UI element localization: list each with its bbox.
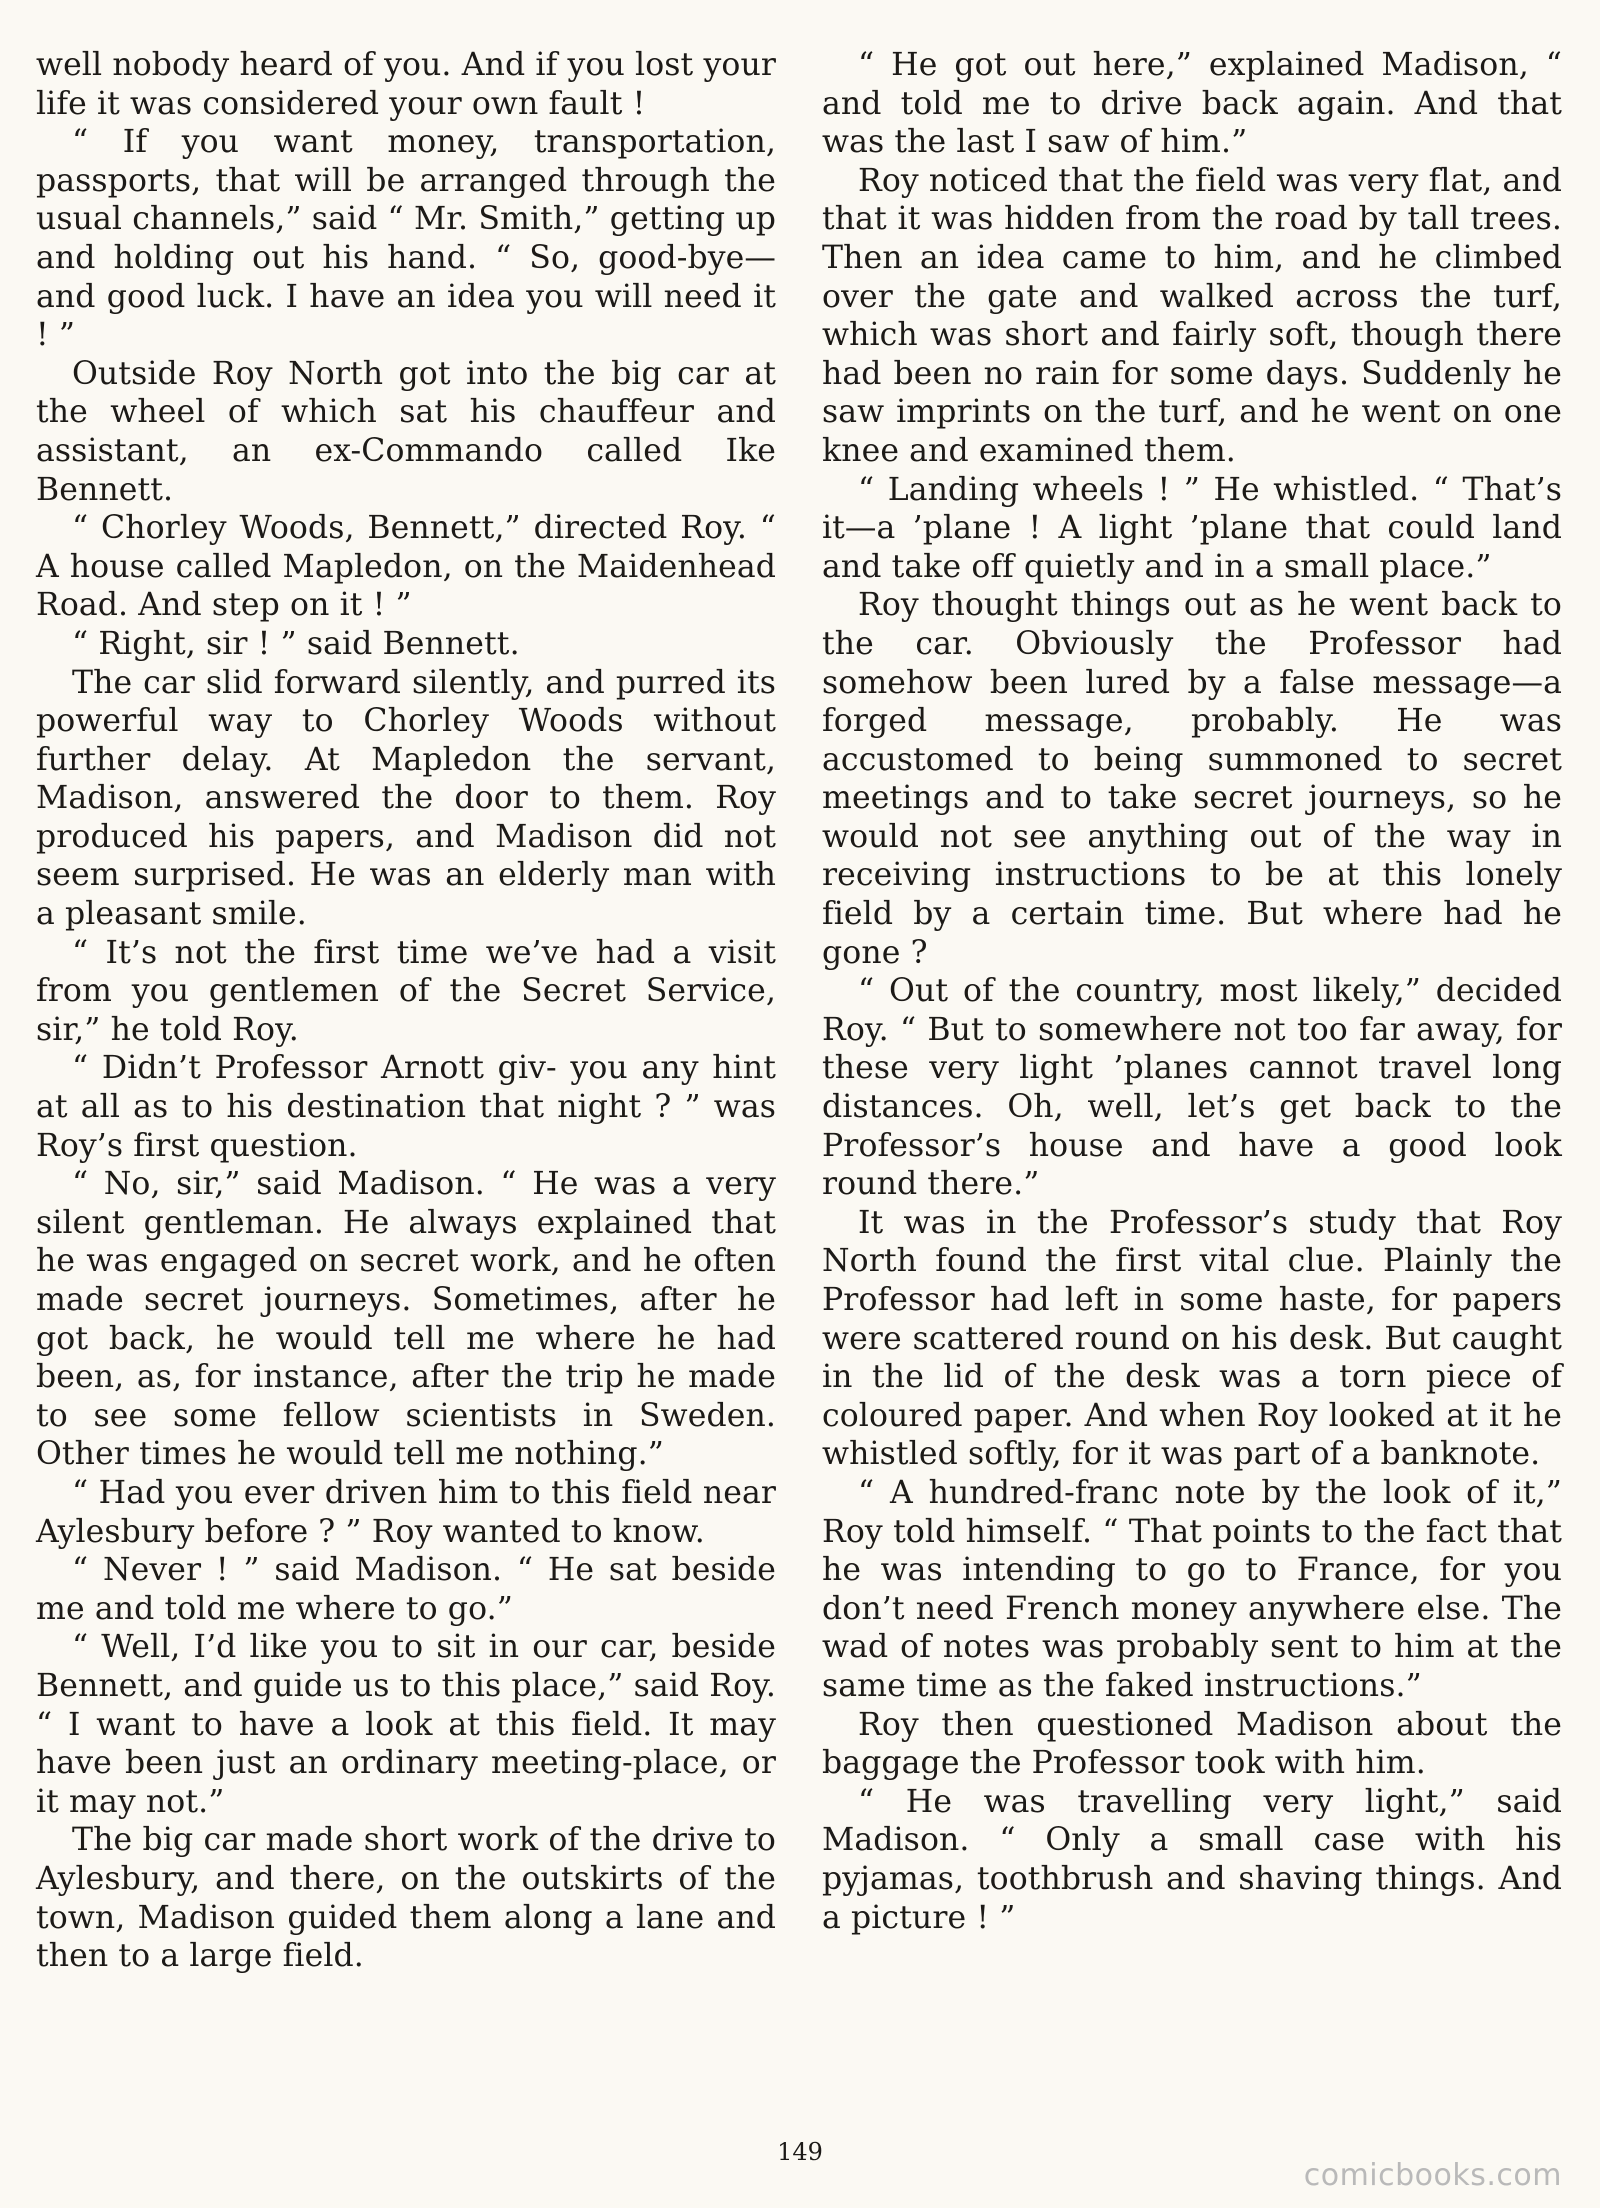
paragraph: “ Never ! ” said Madison. “ He sat beside me and told me where to go.” xyxy=(36,1552,776,1627)
paragraph: “ He was travelling very light,” said Madison. “ Only a small case with his pyjamas, toothbrush and shaving things. And a picture ! ” xyxy=(822,1783,1562,1936)
paragraph: “ Had you ever driven him to this field near Aylesbury before ? ” Roy wanted to know. xyxy=(36,1474,776,1550)
paragraph: Outside Roy North got into the big car at the wheel of which sat his chauffeur and assistant, an ex-Commando called Ike Bennett. xyxy=(36,355,776,508)
paragraph: Roy thought things out as he went back to the car. Obviously the Professor had somehow been lured by a false message—a forged message, probably. He was accustomed to being summoned to secret meetings and to take secret journeys, so he would not see anything out of the way in receiving instructions to be at this lonely field by a certain time. But where had he gone ? xyxy=(822,587,1562,971)
paragraph: It was in the Professor’s study that Roy North found the first vital clue. Plainly the Professor had left in some haste, for papers were scattered round on his desk. But caught in the lid of the desk was a torn piece of coloured paper. And when Roy looked at it he whistled softly, for it was part of a banknote. xyxy=(822,1204,1562,1473)
paragraph: “ It’s not the first time we’ve had a visit from you gentlemen of the Secret Service, sir,” he told Roy. xyxy=(36,934,776,1048)
paragraph: “ Out of the country, most likely,” decided Roy. “ But to somewhere not too far away, for these very light ’planes cannot travel long distances. Oh, well, let’s get back to the Professor’s house and have a good look round there.” xyxy=(822,973,1562,1203)
paragraph: “ He got out here,” explained Madison, “ and told me to drive back again. And that was the last I saw of him.” xyxy=(822,47,1562,161)
paragraph: Roy noticed that the field was very flat, and that it was hidden from the road by tall trees. Then an idea came to him, and he climbed over the gate and walked across the turf, which was short and fairly soft, though there had been no rain for some days. Suddenly he saw imprints on the turf, and he went on one knee and examined them. xyxy=(822,162,1562,469)
paragraph: “ Didn’t Professor Arnott giv- you any hint at all as to his destination that night ? ” was Roy’s first question. xyxy=(36,1050,776,1164)
paragraph: The car slid forward silently, and purred its powerful way to Chorley Woods without further delay. At Mapledon the servant, Madison, answered the door to them. Roy produced his papers, and Madison did not seem surprised. He was an elderly man with a pleasant smile. xyxy=(36,664,776,933)
paragraph: “ Well, I’d like you to sit in our car, beside Bennett, and guide us to this place,” said Roy. “ I want to have a look at this field. It may have been just an ordinary meeting-place, or it may not.” xyxy=(36,1629,776,1820)
paragraph: Roy then questioned Madison about the baggage the Professor took with him. xyxy=(822,1706,1562,1782)
paragraph: “ If you want money, transportation, passports, that will be arranged through the usual channels,” said “ Mr. Smith,” getting up and holding out his hand. “ So, good-bye—and good luck. I have an idea you will need it ! ” xyxy=(36,124,776,354)
paragraph: “ No, sir,” said Madison. “ He was a very silent gentleman. He always explained that he was engaged on secret work, and he often made secret journeys. Sometimes, after he got back, he would tell me where he had been, as, for instance, after the trip he made to see some fellow scientists in Sweden. Other times he would tell me nothing.” xyxy=(36,1166,776,1473)
page-number: 149 xyxy=(777,2138,823,2166)
right-text-column xyxy=(822,46,1562,1937)
paragraph: “ A hundred-franc note by the look of it,” Roy told himself. “ That points to the fact that he was intending to go to France, for you don’t need French money anywhere else. The wad of notes was probably sent to him at the same time as the faked instructions.” xyxy=(822,1474,1562,1704)
paragraph: “ Right, sir ! ” said Bennett. xyxy=(72,625,520,662)
paragraph: well nobody heard of you. And if you lost your life it was considered your own fault ! xyxy=(36,47,776,122)
paragraph: The big car made short work of the drive to Aylesbury, and there, on the outskirts of the town, Madison guided them along a lane and then to a large field. xyxy=(36,1822,776,1975)
watermark: comicbooks.com xyxy=(1303,2158,1562,2193)
paragraph: “ Landing wheels ! ” He whistled. “ That’s it—a ’plane ! A light ’plane that could land and take off quietly and in a small place.” xyxy=(822,471,1562,585)
paragraph: “ Chorley Woods, Bennett,” directed Roy. “ A house called Mapledon, on the Maidenhead Road. And step on it ! ” xyxy=(36,510,776,624)
left-text-column xyxy=(36,46,776,1976)
